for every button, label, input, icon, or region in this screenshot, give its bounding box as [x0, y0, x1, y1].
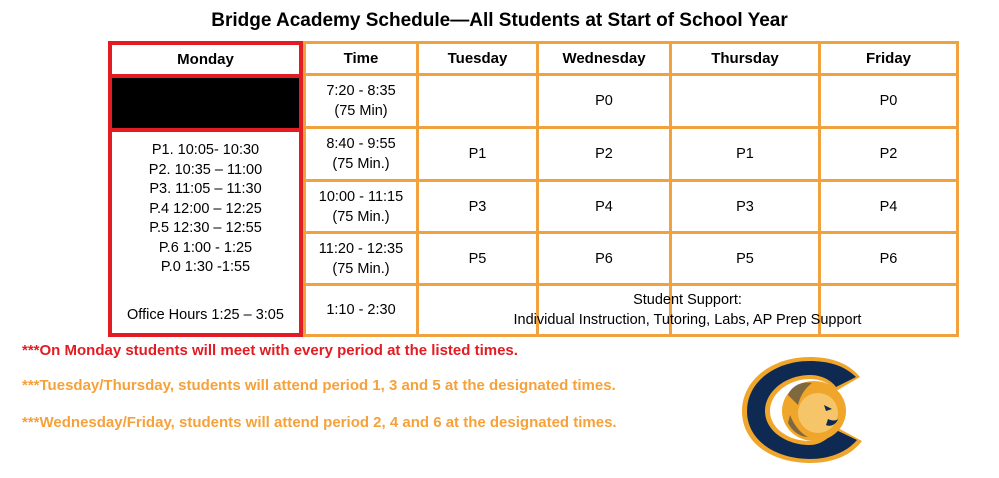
period-cell: P3: [736, 198, 754, 215]
monday-period: P.4 12:00 – 12:25: [149, 200, 262, 217]
time-cell: [306, 182, 416, 231]
period-cell: P2: [879, 146, 898, 162]
header-tuesday: Tuesday: [447, 49, 508, 67]
period-cell: [419, 76, 536, 126]
header-monday: Monday: [177, 50, 234, 68]
monday-period: P2. 10:35 – 11:00: [148, 161, 263, 178]
monday-period: P1. 10:05- 10:30: [151, 142, 260, 158]
lion-c-logo-icon: [732, 355, 892, 465]
office-hours: Office Hours 1:25 – 3:05: [127, 307, 284, 323]
period-cell: P4: [595, 198, 613, 215]
time-duration: (75 Min.): [332, 260, 390, 277]
period-cell: P0: [879, 93, 898, 109]
period-cell: P0: [595, 93, 613, 109]
redacted-block: [112, 78, 299, 132]
header-time: Time: [343, 49, 379, 67]
schedule-grid: [303, 41, 959, 337]
period-cell: P2: [595, 146, 613, 162]
period-cell: P1: [468, 146, 487, 162]
header-thursday: Thursday: [711, 49, 779, 67]
header-friday: Friday: [865, 49, 911, 67]
period-cell: P6: [595, 250, 613, 267]
time-cell: [306, 76, 416, 126]
period-cell: [672, 76, 818, 126]
time-range: 11:20 - 12:35: [318, 240, 404, 257]
period-cell: P1: [736, 146, 754, 162]
period-cell: P5: [736, 250, 754, 267]
monday-period: P3. 11:05 – 11:30: [149, 181, 262, 197]
time-range: 7:20 - 8:35: [326, 83, 396, 99]
time-cell: [306, 129, 416, 179]
note-tuesday-thursday: ***Tuesday/Thursday, students will attend period 1, 3 and 5 at the designated times.: [22, 377, 616, 394]
monday-period: P.5 12:30 – 12:55: [149, 220, 262, 236]
time-duration: (75 Min): [334, 103, 388, 119]
monday-period-list: [112, 141, 299, 278]
monday-period: P.0 1:30 -1:55: [160, 259, 251, 275]
header-wednesday: Wednesday: [562, 49, 646, 67]
support-details: Individual Instruction, Tutoring, Labs, AP Prep Support: [513, 312, 862, 328]
period-cell: P6: [879, 250, 898, 267]
page-title: Bridge Academy Schedule—All Students at Start of School Year: [211, 10, 788, 31]
support-heading: Student Support:: [633, 292, 742, 308]
time-cell: [306, 234, 416, 283]
monday-column: [108, 41, 303, 337]
time-cell: 1:10 - 2:30: [326, 302, 396, 318]
monday-divider: [112, 128, 299, 132]
period-cell: P5: [468, 250, 487, 267]
student-support-cell: [419, 286, 956, 334]
note-wednesday-friday: ***Wednesday/Friday, students will attend period 2, 4 and 6 at the designated times.: [22, 414, 617, 431]
period-cell: P4: [879, 198, 898, 215]
monday-period: P.6 1:00 - 1:25: [158, 239, 253, 256]
note-monday: ***On Monday students will meet with every period at the listed times.: [22, 342, 518, 359]
time-range: 10:00 - 11:15: [318, 188, 404, 205]
time-duration: (75 Min.): [332, 208, 390, 225]
period-cell: P3: [468, 198, 487, 215]
time-range: 8:40 - 9:55: [326, 136, 396, 152]
time-duration: (75 Min.): [332, 156, 390, 172]
